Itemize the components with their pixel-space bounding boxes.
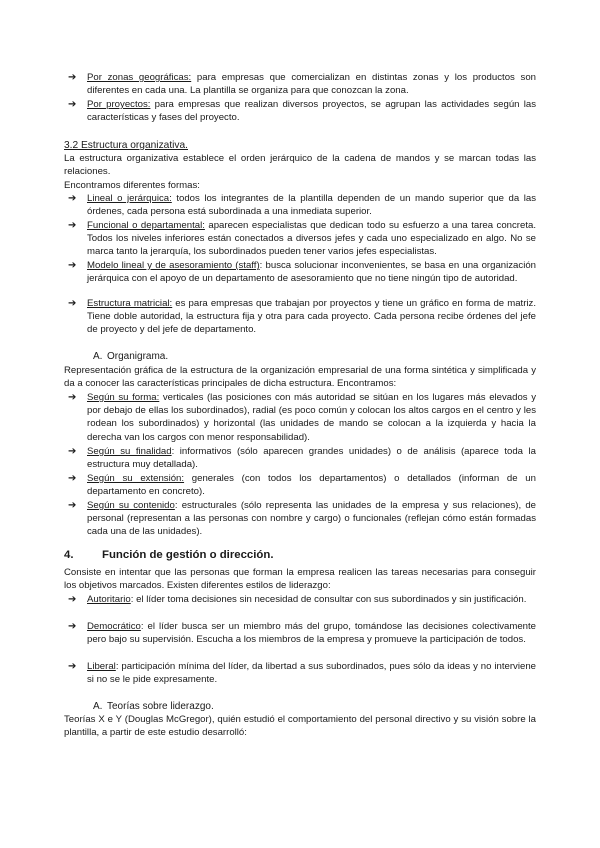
arrow-right-icon: ➔ [68,473,77,484]
paragraph: La estructura organizativa establece el orden jerárquico de la cadena de mandos y se marcan todas las relaciones. [64,153,536,178]
item-text: : el líder busca ser un miembro más del grupo, tomándose las decisiones colectivamente pero bajo su supervisión. Escucha a los miembros de la empresa y promueve la participación de todos. [87,621,536,646]
section-heading: 3.2 Estructura organizativa. [64,140,189,151]
item-text: : el líder toma decisiones sin necesidad de consultar con sus subordinados y sin justificación. [130,594,527,605]
arrow-right-icon: ➔ [68,72,77,83]
item-term: Lineal o jerárquica: [87,193,172,204]
item-term: Liberal [87,661,116,672]
list-item [87,660,536,686]
item-term: Modelo lineal y de asesoramiento (staff) [87,260,260,271]
list-item [87,445,536,471]
list-item [87,192,536,218]
paragraph: Encontramos diferentes formas: [64,180,200,191]
item-text: para empresas que realizan diversos proyectos, se agrupan las actividades según las características y fases del proyecto. [87,99,536,124]
paragraph: Teorías X e Y (Douglas McGregor), quién estudió el comportamiento del personal directivo y su visión sobre la plantilla, a partir de este estudio desarrolló: [64,714,536,739]
arrow-right-icon: ➔ [68,621,77,632]
arrow-right-icon: ➔ [68,661,77,672]
subsection-heading: A. Organigrama. [93,351,169,362]
item-term: Por proyectos: [87,99,151,110]
paragraph: Representación gráfica de la estructura de la organización empresarial de una forma sintética y simplificada y da a conocer las características principales de dicha estructura. Encontramos: [64,365,536,390]
arrow-right-icon: ➔ [68,193,77,204]
list-item [87,499,536,539]
item-term: Según su forma: [87,392,160,403]
list-item [87,391,536,444]
item-text: para empresas que comercializan en distintas zonas y los productos son diferentes en cada una. La plantilla se organiza para que conozcan la zona. [87,72,536,97]
list-item [87,219,536,259]
list-item [87,620,536,646]
arrow-right-icon: ➔ [68,298,77,309]
paragraph: Consiste en intentar que las personas que forman la empresa realicen las tareas necesarias para conseguir los objetivos marcados. Existen diferentes estilos de liderazgo: [64,567,536,592]
item-text: verticales (las posiciones con más autoridad se sitúan en los lugares más elevados y por debajo de ellas los subordinados), radial (es poco común y colocan los altos cargos en el centro y les rodean los subordinados) y horizontal (las unidades de mando se colocan a la izquierda y hacia la derecha van los cargos con menor responsabilidad). [87,392,536,443]
item-term: Según su contenido [87,500,175,511]
item-term: Según su finalidad [87,446,172,457]
item-text: aparecen especialistas que dedican todo su esfuerzo a una tarea concreta. Todos los niveles inferiores están conectados a diversos jefes y cada uno especializado en algo. No se marca tanto la jerarquía, los subordinados pueden tener varios jefes especialistas. [87,220,537,258]
list-item [87,71,536,97]
list-item [87,259,536,285]
subsection-heading: A. Teorías sobre liderazgo. [93,701,214,712]
arrow-right-icon: ➔ [68,392,77,403]
item-term: Según su extensión: [87,473,185,484]
arrow-right-icon: ➔ [68,594,77,605]
arrow-right-icon: ➔ [68,446,77,457]
item-text: todos los integrantes de la plantilla dependen de un mando superior que da las órdenes, cada persona está subordinada a una inmediata superior. [87,193,536,218]
arrow-right-icon: ➔ [68,500,77,511]
item-text: : informativos (sólo aparecen grandes unidades) o de análisis (aparece toda la estructura muy detallada). [87,446,536,471]
item-term: Autoritario [87,594,131,605]
item-term: Democrático [87,621,141,632]
list-item [87,472,536,498]
item-term: Estructura matricial: [87,298,173,309]
item-text: : busca solucionar inconvenientes, se basa en una organización jerárquica con el apoyo de un departamento de asesoramiento que no tiene ningún tipo de autoridad. [87,260,536,285]
arrow-right-icon: ➔ [68,220,77,231]
item-text: : participación mínima del líder, da libertad a sus subordinados, pues sólo da ideas y no interviene si no se le pide expresamente. [87,661,536,686]
item-term: Funcional o departamental: [87,220,205,231]
section-heading: 4. Función de gestión o dirección. [64,549,274,561]
list-item [87,297,536,337]
list-item [87,593,536,606]
item-text: generales (con todos los departamentos) o detallados (informan de un departamento en concreto). [87,473,536,498]
item-text: : estructurales (sólo representa las unidades de la empresa y sus relaciones), de personal (representan a las personas con nombre y cargo) o funcionales (reflejan cómo están formadas cada una de las unidades). [87,500,537,538]
list-item [87,98,536,124]
item-text: es para empresas que trabajan por proyectos y tiene un gráfico en forma de matriz. Tiene doble autoridad, la estructura fija y otra para cada proyecto. Cada persona recibe órdenes del jefe de proyecto y del jefe de departamento. [87,298,536,336]
item-term: Por zonas geográficas: [87,72,192,83]
arrow-right-icon: ➔ [68,260,77,271]
arrow-right-icon: ➔ [68,99,77,110]
